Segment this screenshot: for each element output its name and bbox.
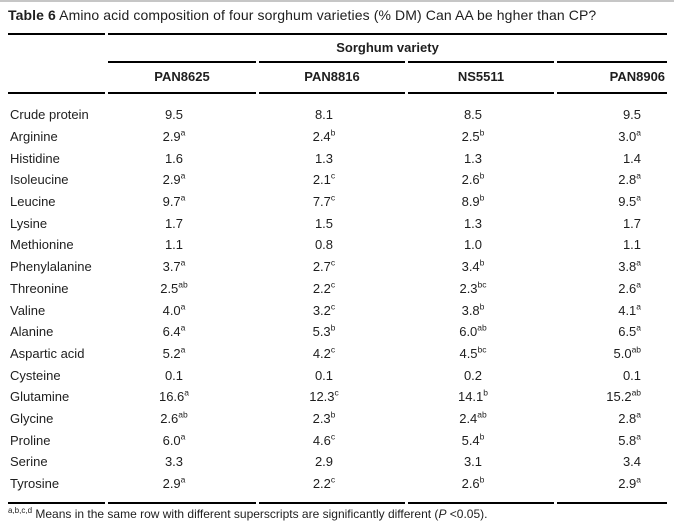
cell-value: 5.3$^b$	[312, 322, 336, 340]
cell-value: 0.1	[164, 367, 184, 383]
cell-value: 1.7	[164, 215, 184, 231]
cell-value: 5.4$^b$	[461, 431, 485, 448]
significance-superscript: b	[479, 192, 485, 203]
cell-value: 9.5	[164, 107, 184, 123]
cell-value: 6.0$^{ab}$	[459, 322, 487, 340]
cell-value: 3.3	[164, 454, 184, 470]
cell-value: 2.9$^a$	[162, 171, 186, 188]
cell-value: 2.9$^a$	[108, 473, 256, 505]
footnote-text: Means in the same row with different superscripts are significantly different (	[35, 507, 439, 522]
table-row	[8, 212, 667, 234]
cell-value: 2.4$^{ab}$	[459, 409, 487, 426]
cell-value: 2.4$^b$	[312, 127, 336, 145]
cell-value: 2.6$^a$	[618, 279, 642, 296]
column-header-ns5511: NS5511	[408, 61, 554, 94]
cell-value: 4.0$^a$	[162, 301, 186, 318]
row-label: Histidine	[10, 150, 60, 166]
cell-value: 6.0$^a$	[162, 431, 186, 448]
significance-superscript: c	[330, 279, 336, 290]
significance-superscript: c	[330, 192, 336, 203]
row-label: Arginine	[10, 129, 58, 145]
cell-value: 0.8	[314, 237, 334, 253]
significance-superscript: a	[636, 257, 642, 268]
significance-superscript: bc	[477, 279, 487, 290]
cell-value: 1.1	[622, 237, 642, 253]
significance-superscript: c	[334, 387, 339, 398]
cell-value: 1.7	[622, 215, 642, 231]
table-row	[8, 191, 667, 213]
row-label: Cysteine	[10, 367, 61, 383]
cell-value: 1.0	[463, 237, 483, 253]
cell-value: 5.8$^a$	[618, 431, 642, 448]
row-label: Valine	[10, 302, 46, 318]
column-header-pan8625: PAN8625	[108, 61, 256, 94]
cell-value: 2.2$^c$	[312, 279, 336, 296]
cell-value: 3.0$^a$	[618, 127, 642, 145]
significance-superscript: a	[636, 279, 642, 290]
table-row	[8, 94, 667, 126]
cell-value: 8.1	[314, 107, 334, 123]
row-label: Glutamine	[10, 389, 70, 405]
column-header-row	[8, 61, 667, 94]
cell-value: 1.3	[314, 150, 334, 166]
amino-acid-table	[5, 33, 670, 504]
cell-value: 3.2$^c$	[312, 301, 336, 318]
cell-value: 2.9$^a$	[162, 127, 186, 145]
row-label: Aspartic acid	[10, 345, 85, 361]
group-header-sorghum-variety: Sorghum variety	[108, 33, 667, 61]
significance-superscript: a	[636, 431, 642, 442]
significance-superscript: b	[479, 127, 485, 138]
cell-value: 2.9	[314, 454, 334, 470]
cell-value: 14.1$^b$	[457, 387, 489, 405]
significance-superscript: ab	[477, 409, 487, 420]
significance-superscript: a	[636, 322, 642, 333]
row-label: Threonine	[10, 280, 69, 296]
cell-value: 1.1	[164, 237, 184, 253]
footnote-superscript-letters: a,b,c,d	[8, 506, 33, 516]
significance-superscript: a	[180, 344, 186, 355]
cell-value: 1.3	[463, 150, 483, 166]
row-label: Methionine	[10, 237, 74, 253]
row-label: Proline	[10, 432, 51, 448]
cell-value: 2.8$^a$	[618, 409, 642, 426]
cell-value: 12.3$^c$	[309, 387, 339, 405]
significance-superscript: a	[184, 387, 190, 398]
significance-superscript: a	[636, 301, 642, 312]
cell-value: 4.1$^a$	[618, 301, 642, 318]
cell-value: 0.1	[622, 367, 642, 383]
significance-superscript: a	[180, 257, 186, 268]
table-footnote	[8, 507, 674, 522]
cell-value: 8.5	[463, 107, 483, 123]
cell-value: 1.4	[622, 150, 642, 166]
significance-superscript: bc	[477, 344, 487, 355]
cell-value: 2.1$^c$	[312, 171, 336, 188]
significance-superscript: a	[180, 301, 186, 312]
significance-superscript: ab	[178, 279, 188, 290]
footnote-tail: <0.05).	[446, 507, 488, 522]
cell-value: 5.0$^{ab}$	[613, 344, 642, 361]
table-row	[8, 321, 667, 343]
significance-superscript: c	[330, 257, 336, 268]
row-label: Serine	[10, 454, 48, 470]
table-row	[8, 169, 667, 191]
table-row	[8, 278, 667, 300]
table-row	[8, 234, 667, 256]
significance-superscript: b	[330, 322, 336, 333]
significance-superscript: ab	[178, 409, 188, 420]
significance-superscript: c	[330, 474, 336, 485]
cell-value: 2.6$^b$	[408, 473, 554, 505]
table-row	[8, 256, 667, 278]
significance-superscript: b	[479, 431, 485, 442]
cell-value: 5.2$^a$	[162, 344, 186, 361]
corner-cell	[8, 33, 105, 61]
table-row	[8, 408, 667, 430]
cell-value: 3.8$^a$	[618, 257, 642, 275]
table-row	[8, 147, 667, 169]
row-label: Alanine	[10, 324, 54, 340]
significance-superscript: a	[180, 431, 186, 442]
table-row	[8, 451, 667, 473]
cell-value: 4.5$^{bc}$	[459, 344, 487, 361]
cell-value: 6.4$^a$	[162, 322, 186, 340]
cell-value: 8.9$^b$	[461, 192, 485, 210]
significance-superscript: b	[479, 474, 485, 485]
cell-value: 7.7$^c$	[312, 192, 336, 210]
table-row	[8, 343, 667, 365]
cell-value: 0.2	[463, 367, 483, 383]
significance-superscript: c	[330, 301, 336, 312]
cell-value: 2.6$^{ab}$	[160, 409, 188, 426]
significance-superscript: b	[479, 257, 485, 268]
table-row	[8, 299, 667, 321]
table-body	[8, 94, 667, 504]
scan-edge	[0, 0, 674, 2]
significance-superscript: b	[330, 127, 336, 138]
column-header-pan8906: PAN8906	[557, 61, 667, 94]
significance-superscript: a	[180, 171, 186, 182]
cell-value: 2.5$^{ab}$	[160, 279, 188, 296]
table-row	[8, 473, 667, 505]
table-caption: Amino acid composition of four sorghum varieties (% DM) Can AA be hgher than CP?	[59, 7, 597, 23]
cell-value: 3.4$^b$	[461, 257, 485, 275]
cell-value: 3.4	[622, 454, 642, 470]
table-title	[8, 6, 668, 24]
significance-superscript: c	[330, 344, 336, 355]
cell-value: 2.5$^b$	[461, 127, 485, 145]
cell-value: 3.1	[463, 454, 483, 470]
significance-superscript: c	[330, 171, 336, 182]
cell-value: 2.8$^a$	[618, 171, 642, 188]
row-label: Lysine	[10, 215, 48, 231]
cell-value: 9.7$^a$	[162, 192, 186, 210]
cell-value: 4.2$^c$	[312, 344, 336, 361]
cell-value: 2.7$^c$	[312, 257, 336, 275]
table-row	[8, 386, 667, 408]
significance-superscript: b	[479, 171, 485, 182]
significance-superscript: a	[180, 474, 186, 485]
significance-superscript: a	[636, 409, 642, 420]
significance-superscript: b	[330, 409, 336, 420]
cell-value: 9.5	[622, 107, 642, 123]
cell-value: 1.6	[164, 150, 184, 166]
significance-superscript: a	[636, 127, 642, 138]
group-header-row	[8, 33, 667, 61]
significance-superscript: a	[636, 171, 642, 182]
cell-value: 3.8$^b$	[461, 301, 485, 318]
cell-value: 2.3$^{bc}$	[459, 279, 487, 296]
column-header-pan8816: PAN8816	[259, 61, 405, 94]
cell-value: 3.7$^a$	[162, 257, 186, 275]
table-row	[8, 364, 667, 386]
significance-superscript: ab	[631, 344, 642, 355]
row-label: Leucine	[10, 194, 56, 210]
cell-value: 1.5	[314, 215, 334, 231]
significance-superscript: c	[330, 431, 336, 442]
table-row	[8, 429, 667, 451]
corner-cell	[8, 61, 105, 94]
significance-superscript: a	[636, 474, 642, 485]
cell-value: 2.6$^b$	[461, 171, 485, 188]
cell-value: 16.6$^a$	[158, 387, 190, 405]
row-label: Glycine	[10, 410, 54, 426]
cell-value: 15.2$^{ab}$	[606, 387, 642, 405]
table-number: Table 6	[8, 7, 56, 23]
cell-value: 2.3$^b$	[312, 409, 336, 426]
table-row	[8, 126, 667, 148]
significance-superscript: ab	[631, 387, 642, 398]
footnote-p-symbol: P	[438, 507, 447, 522]
row-label: Tyrosine	[8, 473, 105, 505]
cell-value: 4.6$^c$	[312, 431, 336, 448]
row-label: Phenylalanine	[10, 259, 92, 275]
row-label: Isoleucine	[10, 172, 69, 188]
significance-superscript: b	[479, 301, 485, 312]
cell-value: 1.3	[463, 215, 483, 231]
cell-value: 0.1	[314, 367, 334, 383]
significance-superscript: a	[180, 127, 186, 138]
cell-value: 2.9$^a$	[557, 473, 667, 505]
cell-value: 6.5$^a$	[618, 322, 642, 340]
significance-superscript: ab	[477, 322, 487, 333]
significance-superscript: a	[180, 322, 186, 333]
row-label: Crude protein	[10, 107, 89, 123]
significance-superscript: a	[180, 192, 186, 203]
significance-superscript: b	[483, 387, 489, 398]
cell-value: 2.2$^c$	[259, 473, 405, 505]
significance-superscript: a	[636, 192, 642, 203]
cell-value: 9.5$^a$	[618, 192, 642, 210]
